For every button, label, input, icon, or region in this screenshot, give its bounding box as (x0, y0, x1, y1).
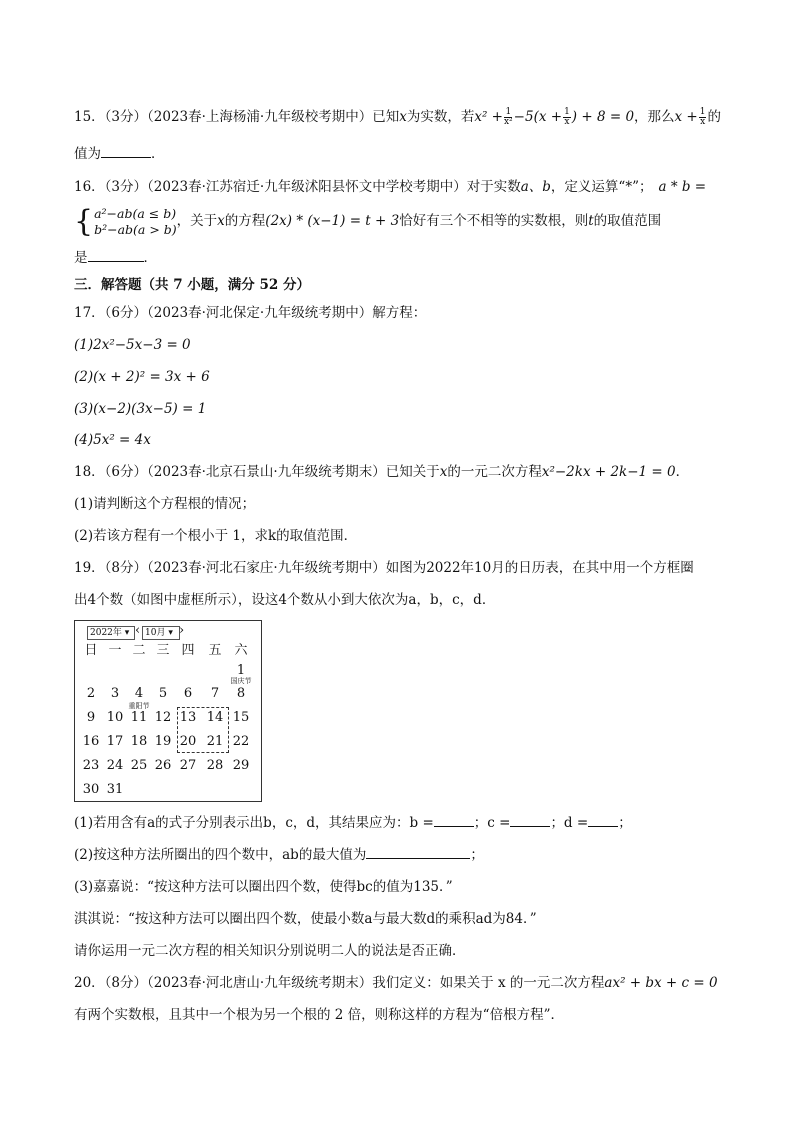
prev-month-icon[interactable]: ‹ (135, 623, 141, 638)
q19-line2: 出4个数（如图中虚框所示），设这4个数从小到大依次为a，b，c，d． (74, 592, 496, 608)
calendar-day[interactable]: 11 (130, 710, 148, 725)
weekday-header: 一 (108, 643, 122, 658)
q15-line2: 值为 ． (74, 146, 165, 162)
weekday-header: 日 (84, 643, 98, 658)
holiday-label-double-ninth: 重阳节 (128, 702, 150, 710)
q17-item-1: (1)2x²−5x−3 = 0 (74, 337, 191, 353)
section-heading: 三．解答题（共 7 小题，满分 52 分） (74, 277, 310, 293)
q15-expr4: x + (674, 109, 698, 125)
year-select[interactable]: 2022年 ▾ (87, 626, 135, 640)
calendar-day[interactable]: 23 (82, 758, 100, 773)
q16-line2: { a²−ab(a ≤ b) b²−ab(a > b) ，关于x的方程(2x) * (x−1) = t + 3恰好有三个不相等的实数根，则t的取值范围 (74, 203, 662, 239)
q17-item-4: (4)5x² = 4x (74, 432, 151, 448)
calendar-day[interactable]: 25 (130, 758, 148, 773)
q17-label: 17．（6分）（2023春·河北保定·九年级统考期中）解方程： (74, 305, 427, 321)
calendar-day[interactable]: 19 (154, 734, 172, 749)
q15-label: 15．（3分）（2023春·上海杨浦·九年级校考期中）已知 (74, 109, 400, 125)
calendar-day[interactable]: 17 (106, 734, 124, 749)
q16-line3: 是 ． (74, 250, 157, 266)
q19-sub2: (2)按这种方法所圈出的四个数中，ab的最大值为 ； (74, 847, 484, 863)
q16-label: 16．（3分）（2023春·江苏宿迁·九年级沭阳县怀文中学校考期中）对于实数 (74, 179, 521, 195)
q15-answer-prefix: 值为 (74, 146, 101, 162)
weekday-header: 五 (208, 643, 222, 658)
calendar-day[interactable]: 13 (179, 710, 197, 725)
q15-text1: 为实数，若 (406, 109, 475, 125)
dashed-selection-box (177, 707, 229, 753)
q15-line1 (74, 108, 721, 127)
calendar-figure (74, 620, 262, 802)
q16-definition: a * b = (658, 179, 707, 195)
q18-label: 18．（6分）（2023春·北京石景山·九年级统考期末）已知关于 (74, 464, 440, 480)
calendar-day[interactable]: 15 (232, 710, 250, 725)
q20-equation: ax² + bx + c = 0 (604, 975, 718, 991)
calendar-day[interactable]: 9 (86, 710, 96, 725)
calendar-day[interactable]: 16 (82, 734, 100, 749)
holiday-label-national-day: 国庆节 (230, 677, 252, 685)
q20-label: 20．（8分）（2023春·河北唐山·九年级统考期末）我们定义：如果关于 x 的一元二次方程 (74, 975, 605, 991)
q18-equation: x²−2kx + 2k−1 = 0 (541, 464, 676, 480)
calendar-day[interactable]: 10 (106, 710, 124, 725)
calendar-day[interactable]: 30 (82, 782, 100, 797)
q15-frac2: $\frac{1}{x}$ (564, 107, 570, 127)
q16-left-brace: { (74, 203, 94, 239)
q16-cases: a²−ab(a ≤ b) b²−ab(a > b) (94, 205, 177, 237)
weekday-header: 三 (156, 643, 170, 658)
q19-sub3: (3)嘉嘉说：“按这种方法可以圈出四个数，使得bc的值为135．” (74, 879, 453, 895)
q16-answer-blank[interactable] (88, 249, 144, 262)
weekday-header: 二 (132, 643, 146, 658)
calendar-day[interactable]: 14 (206, 710, 224, 725)
q19-sub5: 请你运用一元二次方程的相关知识分别说明二人的说法是否正确． (74, 943, 466, 959)
q19-sub4: 淇淇说：“按这种方法可以圈出四个数，使最小数a与最大数d的乘积ad为84．” (74, 911, 537, 927)
q16-equation: (2x) * (x−1) = t + 3 (265, 213, 400, 229)
calendar-day[interactable]: 21 (206, 734, 224, 749)
calendar-day[interactable]: 27 (179, 758, 197, 773)
q19-max-blank[interactable] (366, 846, 470, 859)
calendar-day[interactable]: 20 (179, 734, 197, 749)
q17-item-2: (2)(x + 2)² = 3x + 6 (74, 369, 210, 385)
calendar-day[interactable]: 4 (134, 686, 144, 701)
q18-item-1: (1)请判断这个方程根的情况； (74, 496, 256, 512)
q16-line1: 16．（3分）（2023春·江苏宿迁·九年级沭阳县怀文中学校考期中）对于实数a、b，定义运算“*”； a * b = (74, 179, 707, 195)
q18-item-2: (2)若该方程有一个根小于 1，求k的取值范围． (74, 528, 358, 544)
calendar-day[interactable]: 22 (232, 734, 250, 749)
q17-item-3: (3)(x−2)(3x−5) = 1 (74, 401, 207, 417)
calendar-day[interactable]: 6 (183, 686, 193, 701)
q19-line1: 19．（8分）（2023春·河北石家庄·九年级统考期中）如图为2022年10月的日历表，在其中用一个方框圈 (74, 560, 694, 576)
q19-d-blank[interactable] (588, 814, 618, 827)
q20-line1 (74, 974, 718, 992)
q15-text3: 的 (707, 109, 721, 125)
calendar-day[interactable]: 5 (158, 686, 168, 701)
q15-var-x: x (399, 109, 407, 125)
q15-frac1: $\frac{1}{\text{x²}}$ (503, 107, 513, 127)
q15-expr1: x² + (474, 109, 503, 125)
calendar-day[interactable]: 3 (110, 686, 120, 701)
calendar-day[interactable]: 31 (106, 782, 124, 797)
next-month-icon[interactable]: › (179, 623, 185, 638)
weekday-header: 四 (181, 643, 195, 658)
calendar-day[interactable]: 1 (236, 663, 246, 678)
q20-line2: 有两个实数根，且其中一个根为另一个根的 2 倍，则称这样的方程为“倍根方程”． (74, 1007, 564, 1023)
calendar-day[interactable]: 18 (130, 734, 148, 749)
month-select[interactable]: 10月 ▾ (142, 626, 180, 640)
q15-expr2: −5(x + (513, 109, 563, 125)
calendar-day[interactable]: 29 (232, 758, 250, 773)
q15-frac3: $\frac{1}{x}$ (699, 107, 706, 127)
q15-answer-blank[interactable] (101, 145, 151, 158)
calendar-day[interactable]: 2 (86, 686, 96, 701)
q18-line1: 18．（6分）（2023春·北京石景山·九年级统考期末）已知关于x的一元二次方程x²−2kx + 2k−1 = 0． (74, 464, 690, 480)
calendar-day[interactable]: 24 (106, 758, 124, 773)
calendar-day[interactable]: 26 (154, 758, 172, 773)
calendar-day[interactable]: 7 (210, 686, 220, 701)
q19-b-blank[interactable] (434, 814, 474, 827)
q15-expr3: ) + 8 = 0 (571, 109, 635, 125)
q15-text2: ，那么 (634, 109, 675, 125)
calendar-day[interactable]: 28 (206, 758, 224, 773)
calendar-day[interactable]: 8 (236, 686, 246, 701)
q19-c-blank[interactable] (510, 814, 550, 827)
q19-sub1: (1)若用含有a的式子分别表示出b，c，d，其结果应为：b = ；c = ；d = ； (74, 815, 632, 831)
calendar-day[interactable]: 12 (154, 710, 172, 725)
weekday-header: 六 (234, 643, 248, 658)
